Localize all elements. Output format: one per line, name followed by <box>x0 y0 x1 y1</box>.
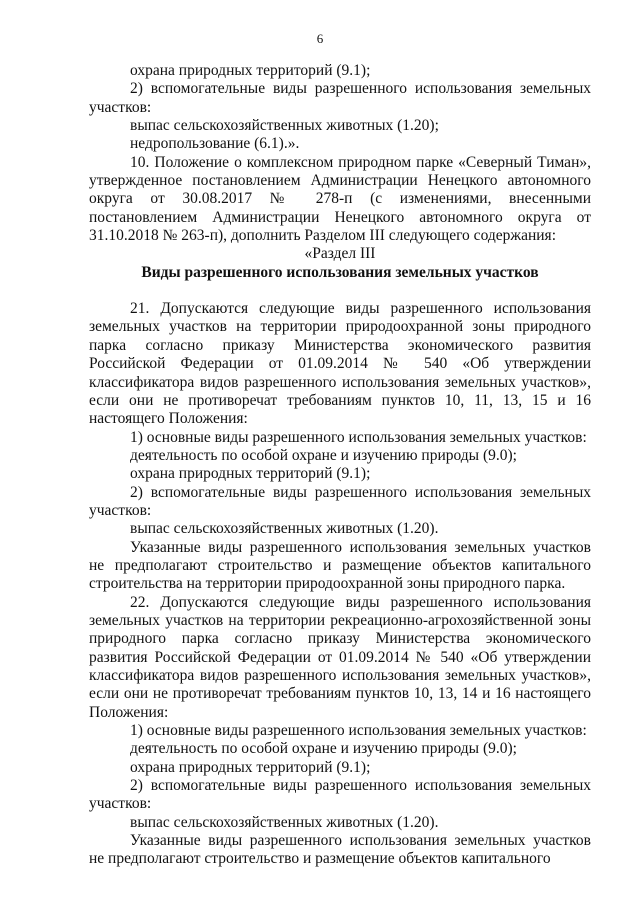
list-item: выпас сельскохозяйственных животных (1.20); <box>130 117 439 135</box>
note-paragraph: Указанные виды разрешенного использования земельных участков не предполагают строительство и размещение объектов капитального строительства на территории природоохранной зоны природного парка. <box>89 538 591 593</box>
list-item: охрана природных территорий (9.1); <box>130 758 371 776</box>
list-item: выпас сельскохозяйственных животных (1.20). <box>130 520 439 538</box>
spacer <box>89 282 591 300</box>
list-item: деятельность по особой охране и изучению природы (9.0); <box>130 740 517 758</box>
paragraph-22: 22. Допускаются следующие виды разрешенного использования земельных участков на территории рекреационно-агрохозяйственной зоны природного парка согласно приказу Министерства экономического развития Российской Федерации от 01.09.2014 № 540 «Об утверждении классификатора видов разрешенного использования земельных участков», если они не противоречат требованиям пунктов 10, 13, 14 и 16 настоящего Положения: <box>89 593 591 721</box>
list-item: охрана природных территорий (9.1); <box>130 465 371 483</box>
list-item: 1) основные виды разрешенного использования земельных участков: <box>130 722 587 740</box>
section-title: Виды разрешенного использования земельных участков <box>141 263 539 281</box>
list-item: охрана природных территорий (9.1); <box>130 62 371 79</box>
list-item: 2) вспомогательные виды разрешенного использования земельных участков: <box>89 777 591 813</box>
list-item: недропользование (6.1).». <box>130 135 300 153</box>
list-item: 1) основные виды разрешенного использования земельных участков: <box>130 428 587 446</box>
note-paragraph: Указанные виды разрешенного использования земельных участков не предполагают строительство и размещение объектов капитального <box>89 832 591 868</box>
page-number: 6 <box>316 31 324 46</box>
list-item: 2) вспомогательные виды разрешенного использования земельных участков: <box>89 483 591 519</box>
paragraph-21: 21. Допускаются следующие виды разрешенного использования земельных участков на территории природоохранной зоны природного парка согласно приказу Министерства экономического развития Российской Федерации от 01.09.2014 № 540 «Об утверждении классификатора видов разрешенного использования земельных участков», если они не противоречат требованиям пунктов 10, 11, 13, 15 и 16 настоящего Положения: <box>89 300 591 428</box>
paragraph-10: 10. Положение о комплексном природном парке «Северный Тиман», утвержденное постановлением Администрации Ненецкого автономного округа от 30.08.2017 № 278-п (с изменениями, внесенными постановлением Администрации Ненецкого автономного округа от 31.10.2018 № 263-п), дополнить Разделом III следующего содержания: <box>89 153 591 245</box>
document-body <box>89 62 591 869</box>
list-item: 2) вспомогательные виды разрешенного использования земельных участков: <box>89 80 591 116</box>
list-item: выпас сельскохозяйственных животных (1.20). <box>130 813 439 831</box>
list-item: деятельность по особой охране и изучению природы (9.0); <box>130 446 517 464</box>
section-label: «Раздел III <box>304 245 376 263</box>
